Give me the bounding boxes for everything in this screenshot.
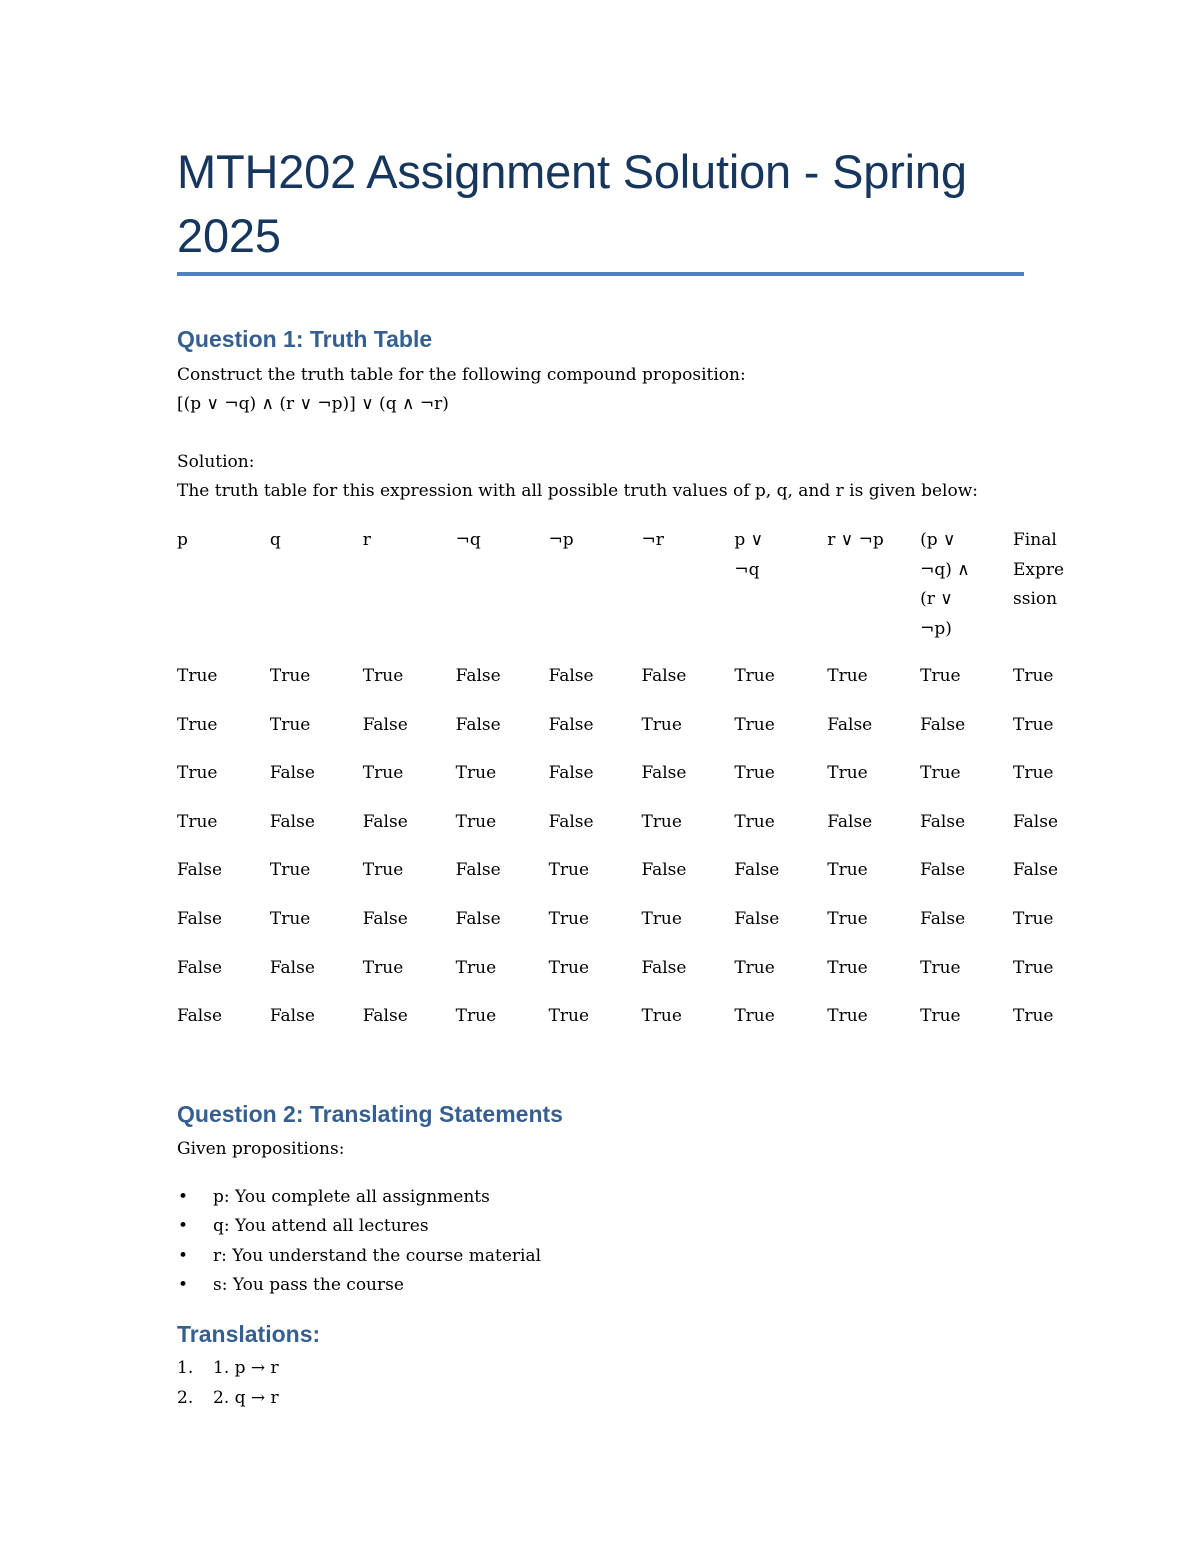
header-line: (r ∨ <box>920 589 953 609</box>
truth-table-header-cell <box>169 526 262 662</box>
truth-table-cell: False <box>362 811 408 832</box>
title-underline <box>177 272 1024 276</box>
truth-table-cell: False <box>548 666 594 686</box>
truth-table-cell: True <box>1013 714 1054 735</box>
truth-table-header-cell <box>262 526 355 662</box>
solution-text: The truth table for this expression with all possible truth values of p, q, and r is given below: <box>177 481 978 501</box>
list-number: 2. <box>177 1387 194 1408</box>
truth-table-cell: True <box>362 860 404 881</box>
truth-table-cell: False <box>920 860 966 881</box>
given-propositions-label: Given propositions: <box>177 1139 345 1159</box>
document-title: MTH202 Assignment Solution - Spring 2025 <box>177 145 967 262</box>
truth-table-cell: True <box>641 811 682 832</box>
bullet-icon: • <box>177 1216 189 1237</box>
truth-table-body <box>169 662 1098 1051</box>
header-line: r ∨ ¬p <box>827 530 884 550</box>
truth-table-header-cell <box>448 526 541 662</box>
truth-table-cell: False <box>548 714 594 735</box>
header-line: ¬q <box>455 530 481 550</box>
truth-table-row <box>169 856 1098 905</box>
truth-table-cell: True <box>177 811 218 832</box>
truth-table-cell: True <box>734 714 775 735</box>
truth-table-cell: False <box>641 763 687 784</box>
truth-table-cell: False <box>548 763 594 784</box>
truth-table-header-cell <box>355 526 448 662</box>
truth-table-header-row <box>169 526 1098 662</box>
truth-table-cell: True <box>1013 908 1054 929</box>
truth-table-cell: False <box>920 908 966 929</box>
truth-table-cell: False <box>177 1006 222 1027</box>
header-line: ¬q <box>734 559 760 580</box>
truth-table-cell: True <box>734 666 775 686</box>
truth-table-row <box>169 711 1098 760</box>
question-1-heading: Question 1: Truth Table <box>177 326 433 352</box>
truth-table-cell: False <box>269 1006 315 1027</box>
header-line: p <box>177 530 188 550</box>
truth-table-cell: False <box>1013 811 1059 832</box>
truth-table-cell: False <box>734 908 780 929</box>
truth-table-cell: False <box>455 666 501 686</box>
truth-table-cell: False <box>455 714 501 735</box>
truth-table-header-cell <box>819 526 912 662</box>
truth-table-row <box>169 954 1098 1003</box>
truth-table-cell: True <box>827 1006 868 1027</box>
truth-table-cell: True <box>827 666 868 686</box>
truth-table-cell: False <box>827 811 873 832</box>
truth-table-cell: True <box>269 908 311 929</box>
header-line: ¬r <box>641 530 664 550</box>
truth-table-cell: False <box>362 714 408 735</box>
truth-table-cell: True <box>920 1006 961 1027</box>
header-line: ¬p) <box>920 618 952 639</box>
truth-table-cell: True <box>1013 666 1054 686</box>
truth-table-cell: False <box>362 908 408 929</box>
truth-table-cell: True <box>1013 763 1054 784</box>
truth-table-cell: False <box>734 860 780 881</box>
truth-table <box>169 526 1098 1051</box>
truth-table-cell: True <box>362 763 404 784</box>
proposition-text: p: You complete all assignments <box>213 1187 490 1207</box>
truth-table-cell: True <box>548 957 590 978</box>
truth-table-cell: True <box>734 1006 775 1027</box>
header-line: (p ∨ <box>920 530 956 550</box>
truth-table-row <box>169 662 1098 711</box>
truth-table-cell: True <box>269 860 311 881</box>
header-line: ¬p <box>548 530 574 550</box>
truth-table-cell: False <box>455 860 501 881</box>
truth-table-cell: False <box>1013 860 1059 881</box>
truth-table-cell: True <box>734 811 775 832</box>
truth-table-cell: True <box>1013 957 1054 978</box>
truth-table-row <box>169 905 1098 954</box>
truth-table-cell: False <box>269 957 315 978</box>
list-item <box>177 1212 541 1241</box>
list-item <box>177 1242 541 1271</box>
truth-table-cell: True <box>827 957 868 978</box>
truth-table-cell: False <box>269 763 315 784</box>
truth-table-cell: True <box>455 763 497 784</box>
list-number: 1. <box>177 1358 194 1378</box>
truth-table-cell: False <box>641 666 687 686</box>
truth-table-cell: False <box>177 860 222 881</box>
truth-table-cell: True <box>641 1006 682 1027</box>
truth-table-cell: True <box>734 763 775 784</box>
truth-table-cell: True <box>548 860 590 881</box>
truth-table-row <box>169 759 1098 808</box>
truth-table-cell: True <box>269 714 311 735</box>
bullet-icon: • <box>177 1245 189 1266</box>
list-item <box>177 1354 279 1384</box>
truth-table-cell: True <box>641 714 682 735</box>
truth-table-cell: False <box>548 811 594 832</box>
translations-list <box>177 1354 279 1413</box>
truth-table-cell: True <box>362 666 404 686</box>
truth-table-cell: False <box>920 714 966 735</box>
truth-table-header-cell <box>541 526 634 662</box>
header-line: r <box>362 530 371 550</box>
truth-table-cell: True <box>177 714 218 735</box>
truth-table-cell: False <box>177 908 222 929</box>
translation-text: 1. p → r <box>213 1358 279 1378</box>
list-item <box>177 1271 541 1300</box>
list-item <box>177 1183 541 1212</box>
truth-table-cell: True <box>455 1006 497 1027</box>
truth-table-cell: True <box>827 860 868 881</box>
bullet-icon: • <box>177 1274 189 1295</box>
header-line: Final <box>1013 530 1057 550</box>
truth-table-cell: True <box>1013 1006 1054 1027</box>
header-line: q <box>269 530 281 550</box>
truth-table-cell: False <box>641 957 687 978</box>
truth-table-cell: False <box>362 1006 408 1027</box>
header-line: ssion <box>1013 589 1058 609</box>
header-line: ¬q) ∧ <box>920 559 970 580</box>
propositions-list <box>177 1183 541 1300</box>
compound-proposition: [(p ∨ ¬q) ∧ (r ∨ ¬p)] ∨ (q ∧ ¬r) <box>177 394 449 414</box>
truth-table-cell: True <box>177 666 218 686</box>
truth-table-cell: True <box>920 957 961 978</box>
list-item <box>177 1384 279 1414</box>
truth-table-cell: False <box>269 811 315 832</box>
truth-table-cell: False <box>177 957 222 978</box>
truth-table-cell: True <box>920 763 961 784</box>
proposition-text: r: You understand the course material <box>213 1245 542 1266</box>
truth-table-cell: True <box>920 666 961 686</box>
truth-table-cell: False <box>455 908 501 929</box>
truth-table-header-cell <box>912 526 1005 662</box>
truth-table-cell: False <box>827 714 873 735</box>
truth-table-row <box>169 808 1098 857</box>
proposition-text: s: You pass the course <box>213 1274 404 1295</box>
truth-table-cell: True <box>827 763 868 784</box>
truth-table-row <box>169 1002 1098 1051</box>
bullet-icon: • <box>177 1187 189 1207</box>
truth-table-header-cell <box>633 526 726 662</box>
truth-table-cell: True <box>177 763 218 784</box>
header-line: Expre <box>1013 559 1065 580</box>
truth-table-cell: True <box>269 666 311 686</box>
truth-table-cell: False <box>920 811 966 832</box>
question-2-heading: Question 2: Translating Statements <box>177 1101 563 1127</box>
truth-table-cell: True <box>455 957 497 978</box>
truth-table-cell: True <box>734 957 775 978</box>
truth-table-cell: False <box>641 860 687 881</box>
proposition-text: q: You attend all lectures <box>213 1216 429 1237</box>
header-line: p ∨ <box>734 530 764 550</box>
truth-table-cell: True <box>641 908 682 929</box>
truth-table-cell: True <box>362 957 404 978</box>
truth-table-cell: True <box>455 811 497 832</box>
truth-table-cell: True <box>548 908 590 929</box>
translations-heading: Translations: <box>177 1321 321 1347</box>
question-1-instruction: Construct the truth table for the following compound proposition: <box>177 365 746 385</box>
truth-table-cell: True <box>548 1006 590 1027</box>
truth-table-header-cell <box>1005 526 1098 662</box>
translation-text: 2. q → r <box>213 1387 279 1408</box>
truth-table-header-cell <box>726 526 819 662</box>
solution-label: Solution: <box>177 452 255 472</box>
truth-table-cell: True <box>827 908 868 929</box>
